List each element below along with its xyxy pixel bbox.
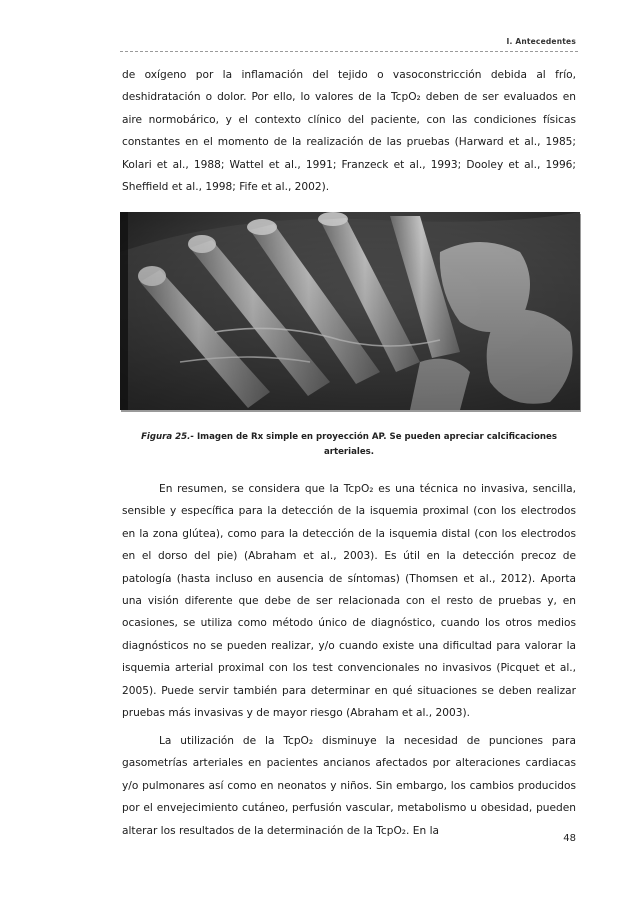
running-header: I. Antecedentes	[506, 37, 576, 46]
paragraph-summary: En resumen, se considera que la TcpO₂ es una técnica no invasiva, sencilla, sensible y específica para la detección de la isquemia proximal (con los electrodos en la zona glútea), como para la detección de la isquemia distal (con los electrodos en el dorso del pie) (Abraham et al., 2003). Es útil en la detección precoz de patología (hasta incluso en ausencia de síntomas) (Thomsen et al., 2012). Aporta una visión diferente que debe de ser relacionada con el resto de pruebas y, en ocasiones, se utiliza como método único de diagnóstico, cuando los otros medios diagnósticos no se pueden realizar, y/o cuando existe una dificultad para valorar la isquemia arterial proximal con los test convencionales no invasivos (Picquet et al., 2005). Puede servir también para determinar en qué situaciones se deben realizar pruebas más invasivas y de mayor riesgo (Abraham et al., 2003).	[122, 483, 576, 720]
header-divider	[120, 51, 578, 52]
figure-caption	[122, 430, 576, 460]
page-number: 48	[563, 833, 576, 844]
figure-caption-text: Imagen de Rx simple en proyección AP. Se pueden apreciar calcificaciones arteriales.	[196, 432, 557, 457]
xray-figure	[120, 212, 580, 410]
paragraph-intro: de oxígeno por la inflamación del tejido o vasoconstricción debida al frío, deshidratación o dolor. Por ello, lo valores de la TcpO₂ deben de ser evaluados en aire normobárico, y el contexto clínico del paciente, con las condiciones físicas constantes en el momento de la realización de las pruebas (Harward et al., 1985; Kolari et al., 1988; Wattel et al., 1991; Franzeck et al., 1993; Dooley et al., 1996; Sheffield et al., 1998; Fife et al., 2002).	[122, 69, 576, 194]
figure-label: Figura 25.-	[141, 432, 194, 442]
xray-image	[120, 212, 580, 410]
paragraph-tcpo2-usage: La utilización de la TcpO₂ disminuye la necesidad de punciones para gasometrías arteriales en pacientes ancianos afectados por alteraciones cardiacas y/o pulmonares así como en neonatos y niños. Sin embargo, los cambios producidos por el envejecimiento cutáneo, perfusión vascular, metabolismo u obesidad, pueden alterar los resultados de la determinación de la TcpO₂. En la	[122, 735, 576, 837]
